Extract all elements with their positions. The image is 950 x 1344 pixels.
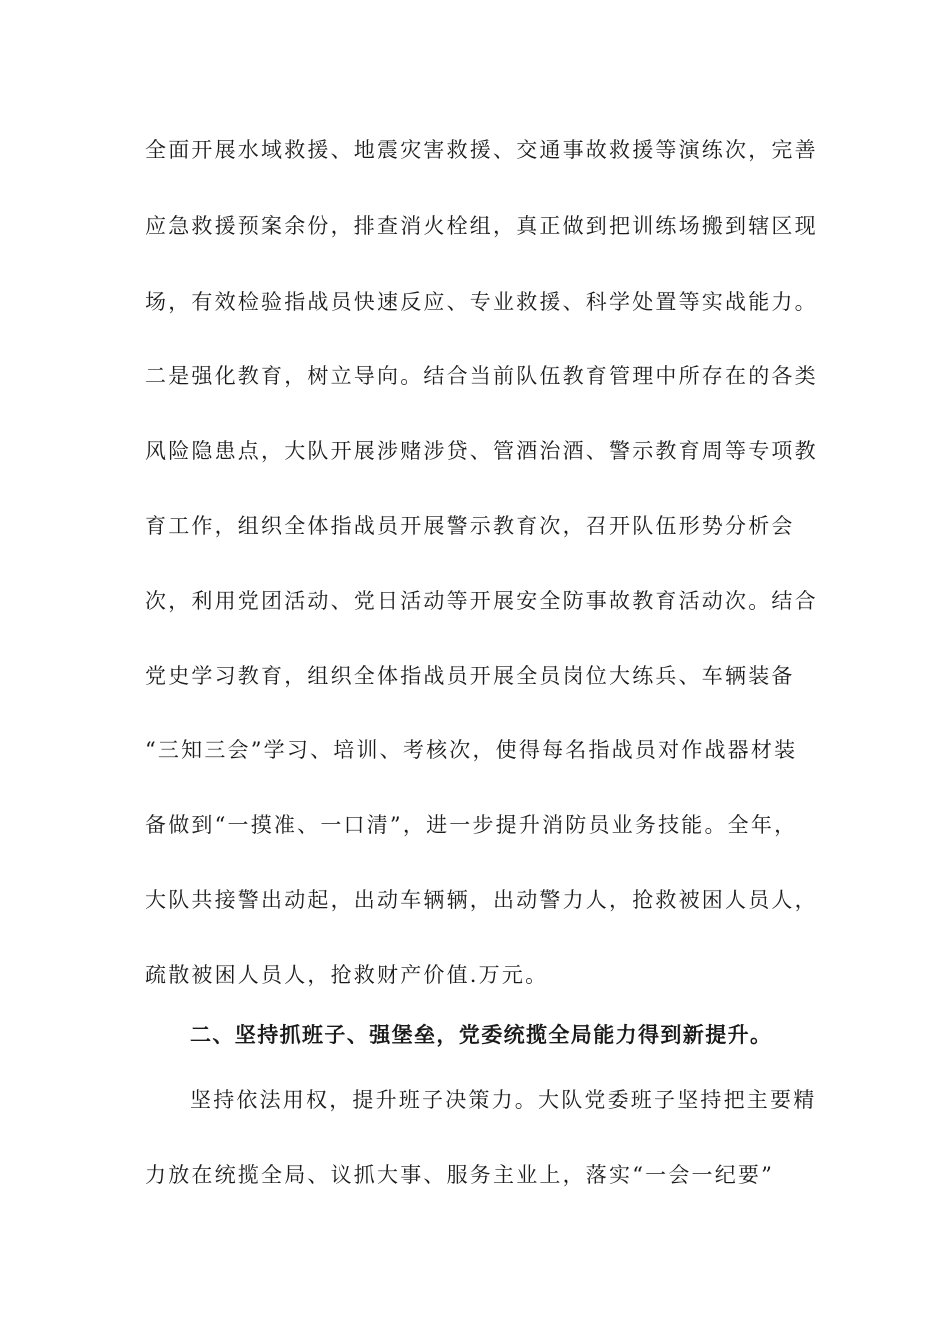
body-line-11: 大队共接警出动起，出动车辆辆，出动警力人，抢救被困人员人， — [145, 888, 818, 912]
section-line-1: 坚持依法用权，提升班子决策力。大队党委班子坚持把主要精 — [190, 1088, 817, 1112]
body-line-8: 党史学习教育，组织全体指战员开展全员岗位大练兵、车辆装备 — [145, 664, 795, 688]
body-line-3: 场，有效检验指战员快速反应、专业救援、科学处置等实战能力。 — [145, 290, 818, 314]
body-line-2: 应急救援预案余份，排查消火栓组，真正做到把训练场搬到辖区现 — [145, 214, 818, 238]
body-line-4: 二是强化教育，树立导向。结合当前队伍教育管理中所存在的各类 — [145, 364, 818, 388]
section-line-2: 力放在统揽全局、议抓大事、服务主业上，落实“一会一纪要” — [145, 1163, 775, 1187]
body-line-12: 疏散被困人员人，抢救财产价值.万元。 — [145, 963, 549, 987]
body-line-1: 全面开展水域救援、地震灾害救援、交通事故救援等演练次，完善 — [145, 138, 818, 162]
body-line-5: 风险隐患点，大队开展涉赌涉贷、管酒治酒、警示教育周等专项教 — [145, 439, 818, 463]
body-line-9: “三知三会”学习、培训、考核次，使得每名指战员对作战器材装 — [145, 738, 798, 762]
body-line-7: 次，利用党团活动、党日活动等开展安全防事故教育活动次。结合 — [145, 589, 818, 613]
body-line-6: 育工作，组织全体指战员开展警示教育次，召开队伍形势分析会 — [145, 514, 795, 538]
body-line-10: 备做到“一摸准、一口清”，进一步提升消防员业务技能。全年， — [145, 813, 798, 837]
section-heading: 二、坚持抓班子、强堡垒，党委统揽全局能力得到新提升。 — [190, 1022, 773, 1047]
